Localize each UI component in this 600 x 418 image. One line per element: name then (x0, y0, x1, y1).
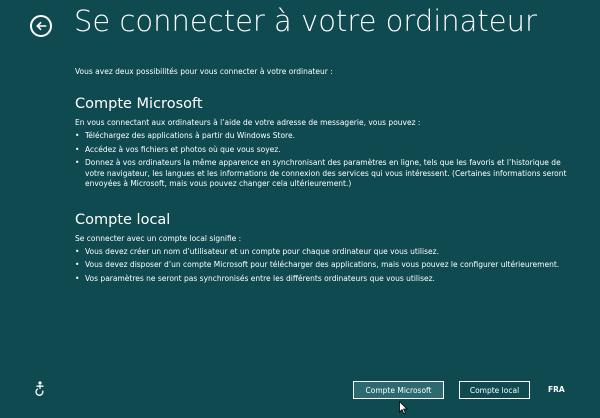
microsoft-account-lead: En vous connectant aux ordinateurs à l’aide de votre adresse de messagerie, vous pouvez : (75, 118, 421, 127)
local-account-button[interactable]: Compte local (459, 381, 530, 399)
list-item: • Vos paramètres ne seront pas synchronisés entre les différents ordinateurs que vous utilisez. (75, 274, 575, 285)
list-item: • Vous devez disposer d’un compte Microsoft pour télécharger des applications, mais vous pouvez le configurer ultérieurement. (75, 260, 575, 271)
ease-of-access-icon (32, 380, 48, 396)
list-item: • Accédez à vos fichiers et photos où que vous soyez. (75, 145, 575, 156)
local-account-heading: Compte local (75, 211, 171, 228)
mouse-cursor-icon (399, 401, 408, 415)
ease-of-access-button[interactable] (32, 380, 48, 396)
language-indicator[interactable]: FRA (548, 385, 565, 394)
list-item: • Vous devez créer un nom d’utilisateur et un compte pour chaque ordinateur que vous utilisez. (75, 247, 575, 258)
page-title: Se connecter à votre ordinateur (74, 4, 537, 38)
local-account-section (75, 212, 575, 285)
back-arrow-icon (35, 20, 47, 32)
intro-text: Vous avez deux possibilités pour vous connecter à votre ordinateur : (75, 67, 333, 76)
local-account-notes (75, 247, 575, 285)
list-item: • Donnez à vos ordinateurs la même apparence en synchronisant des paramètres en ligne, tels que les favoris et l’historique de votre navigateur, les langues et les informations de connexion des services qui vous intéressent. (Certaines informations seront envoyées à Microsoft, mais vous pouvez changer cela ultérieurement.) (75, 158, 575, 190)
main-content (75, 67, 575, 287)
local-account-lead: Se connecter avec un compte local signifie : (75, 233, 242, 243)
microsoft-account-button[interactable]: Compte Microsoft (353, 381, 444, 399)
microsoft-account-benefits (75, 131, 575, 190)
microsoft-account-heading: Compte Microsoft (75, 96, 203, 112)
list-item: • Téléchargez des applications à partir du Windows Store. (75, 131, 575, 142)
microsoft-account-section (75, 96, 575, 190)
back-button[interactable] (30, 15, 52, 37)
